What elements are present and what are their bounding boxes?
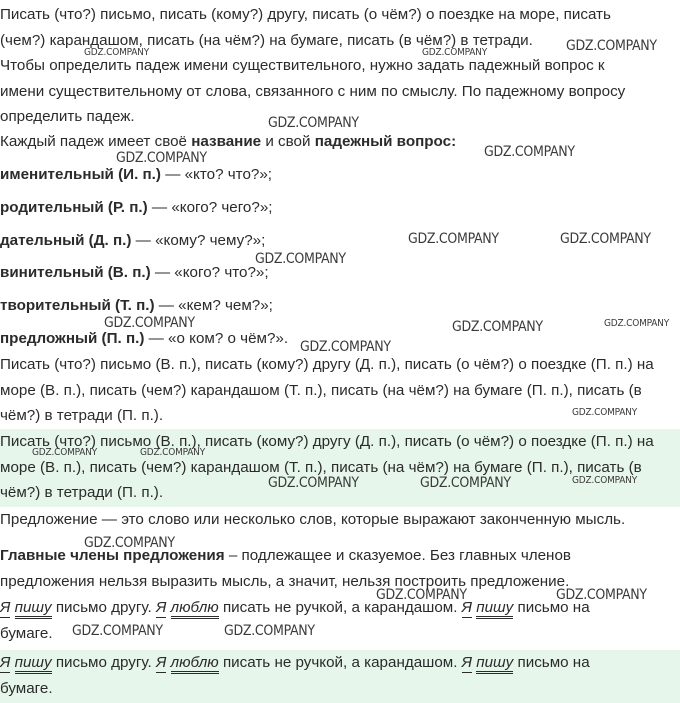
answer-line-1: Писать (что?) письмо (В. п.), писать (кому?) другу (Д. п.), писать (о чём?) о поездке (П. п.) на bbox=[0, 356, 654, 373]
example-line-2: бумаге. bbox=[0, 679, 53, 697]
example-line-2: бумаге. bbox=[0, 624, 53, 642]
watermark: GDZ.COMPANY bbox=[452, 319, 543, 335]
watermark: GDZ.COMPANY bbox=[224, 623, 315, 639]
subject: Я bbox=[461, 654, 473, 671]
watermark: GDZ.COMPANY bbox=[84, 535, 175, 551]
answer-line-2: море (В. п.), писать (чем?) карандашом (Т. п.), писать (на чём?) на бумаге (П. п.), писать (в bbox=[0, 458, 642, 476]
case-name: винительный (В. п.) bbox=[0, 264, 151, 281]
example-text: письмо другу. bbox=[51, 599, 156, 616]
answer-highlight bbox=[0, 429, 680, 507]
predicate: пишу bbox=[15, 654, 52, 674]
watermark: GDZ.COMPANY bbox=[566, 38, 657, 54]
example-text: писать не ручкой, а карандашом. bbox=[218, 599, 462, 616]
intro-line-1: Писать (что?) письмо, писать (кому?) другу, писать (о чём?) о поездке на море, писать bbox=[0, 6, 611, 23]
watermark: GDZ.COMPANY bbox=[72, 623, 163, 639]
predicate: люблю bbox=[171, 654, 219, 674]
example-text: письмо на bbox=[513, 599, 590, 616]
subject: Я bbox=[0, 599, 11, 616]
cases-intro-name: название bbox=[191, 133, 262, 150]
subject: Я bbox=[155, 599, 167, 616]
main-members-term: Главные члены предложения bbox=[0, 547, 225, 564]
watermark: GDZ.COMPANY bbox=[268, 475, 359, 491]
subject: Я bbox=[461, 599, 473, 616]
case-question: — «о ком? о чём?». bbox=[144, 330, 289, 347]
example-highlight bbox=[0, 650, 680, 703]
case-question: — «кем? чем?»; bbox=[154, 297, 273, 314]
rule-line-2: имени существительному от слова, связанного с ним по смыслу. По падежному вопросу bbox=[0, 82, 626, 100]
subject: Я bbox=[0, 654, 11, 671]
rule-line-3: определить падеж. bbox=[0, 108, 135, 125]
watermark: GDZ.COMPANY bbox=[32, 447, 98, 458]
cases-intro bbox=[0, 129, 680, 155]
example-text: писать не ручкой, а карандашом. bbox=[218, 654, 462, 671]
watermark: GDZ.COMPANY bbox=[604, 318, 670, 329]
predicate: пишу bbox=[476, 599, 513, 619]
cases-intro-mid: и свой bbox=[261, 133, 315, 150]
watermark: GDZ.COMPANY bbox=[376, 587, 467, 603]
predicate: пишу bbox=[15, 599, 52, 619]
answer-line-3: чём?) в тетради (П. п.). bbox=[0, 484, 164, 501]
subject: Я bbox=[155, 654, 167, 671]
cases-intro-question: падежный вопрос: bbox=[314, 133, 457, 150]
case-name: творительный (Т. п.) bbox=[0, 297, 155, 314]
watermark: GDZ.COMPANY bbox=[484, 144, 575, 160]
watermark: GDZ.COMPANY bbox=[420, 475, 511, 491]
watermark: GDZ.COMPANY bbox=[408, 231, 499, 247]
case-name: именительный (И. п.) bbox=[0, 166, 161, 183]
case-name: предложный (П. п.) bbox=[0, 330, 145, 347]
predicate: люблю bbox=[171, 599, 219, 619]
case-question: — «кто? что?»; bbox=[160, 166, 273, 183]
watermark: GDZ.COMPANY bbox=[560, 231, 651, 247]
watermark: GDZ.COMPANY bbox=[572, 475, 638, 486]
watermark: GDZ.COMPANY bbox=[422, 47, 488, 58]
rule-line-1: Чтобы определить падеж имени существительного, нужно задать падежный вопрос к bbox=[0, 57, 605, 74]
example-text: письмо другу. bbox=[51, 654, 156, 671]
case-item bbox=[0, 293, 680, 319]
main-members-rest: – подлежащее и сказуемое. Без главных членов bbox=[224, 547, 571, 564]
watermark: GDZ.COMPANY bbox=[116, 150, 207, 166]
intro-line-2: (чем?) карандашом, писать (на чём?) на бумаге, писать (в чём?) в тетради. bbox=[0, 31, 533, 49]
predicate: пишу bbox=[476, 654, 513, 674]
case-name: родительный (Р. п.) bbox=[0, 199, 148, 216]
case-name: дательный (Д. п.) bbox=[0, 232, 132, 249]
answer-line-1: Писать (что?) письмо (В. п.), писать (кому?) другу (Д. п.), писать (о чём?) о поездке (П. п.) на bbox=[0, 433, 654, 450]
case-question: — «кого? что?»; bbox=[150, 264, 269, 281]
watermark: GDZ.COMPANY bbox=[104, 315, 195, 331]
answer-line-3: чём?) в тетради (П. п.). bbox=[0, 407, 164, 424]
case-item bbox=[0, 195, 680, 221]
watermark: GDZ.COMPANY bbox=[572, 407, 638, 418]
watermark: GDZ.COMPANY bbox=[140, 447, 206, 458]
answer-line-2: море (В. п.), писать (чем?) карандашом (Т. п.), писать (на чём?) на бумаге (П. п.), писать (в bbox=[0, 381, 642, 399]
sentence-definition: Предложение — это слово или несколько слов, которые выражают законченную мысль. bbox=[0, 511, 626, 528]
case-item bbox=[0, 162, 680, 188]
watermark: GDZ.COMPANY bbox=[255, 251, 346, 267]
cases-intro-pre: Каждый падеж имеет своё bbox=[0, 133, 192, 150]
example-text: письмо на bbox=[513, 654, 590, 671]
watermark: GDZ.COMPANY bbox=[268, 115, 359, 131]
watermark: GDZ.COMPANY bbox=[556, 587, 647, 603]
case-question: — «кого? чего?»; bbox=[147, 199, 273, 216]
case-question: — «кому? чему?»; bbox=[131, 232, 266, 249]
watermark: GDZ.COMPANY bbox=[84, 47, 150, 58]
main-members-line-2: предложения нельзя выразить мысль, а значит, нельзя построить предложение. bbox=[0, 572, 570, 590]
watermark: GDZ.COMPANY bbox=[300, 339, 391, 355]
